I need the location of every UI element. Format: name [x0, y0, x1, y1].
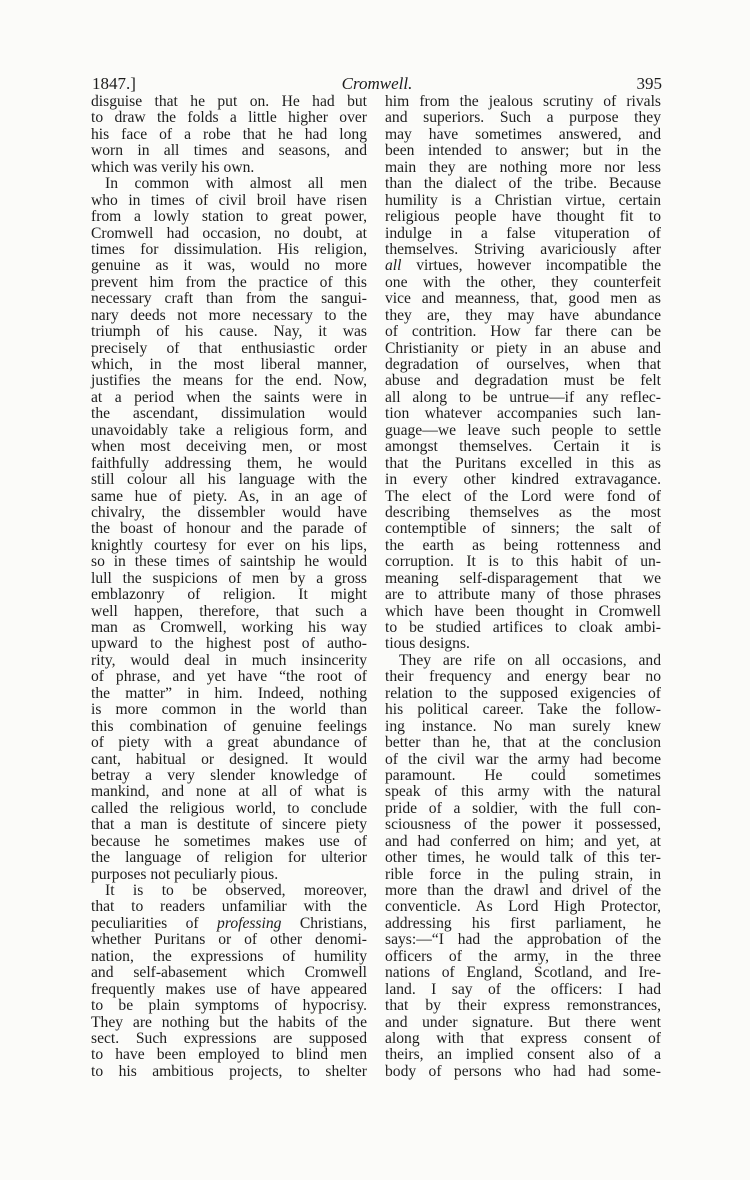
text-line: amongst themselves. Certain it is: [385, 438, 661, 456]
text-line: more than the drawl and drivel of the: [385, 882, 661, 899]
text-line: It is to be observed, moreover,: [105, 882, 367, 899]
text-column-left: [91, 94, 367, 1080]
text-line: to his ambitious projects, to shelter: [91, 1062, 367, 1080]
text-line: the language of religion for ulterior: [91, 849, 367, 867]
text-line: frequently makes use of have appeared: [91, 980, 367, 998]
text-line: when most deceiving men, or most: [91, 438, 367, 456]
text-line: their frequency and energy bear no: [385, 668, 661, 686]
text-line: says:—“I had the approbation of the: [385, 931, 661, 949]
header-title: Cromwell.: [341, 74, 413, 93]
text-line: upward to the highest post of autho-: [91, 635, 367, 653]
text-line: The elect of the Lord were fond of: [385, 487, 661, 505]
text-line: disguise that he put on. He had but: [91, 93, 367, 110]
text-line: conventicle. As Lord High Protector,: [385, 898, 661, 916]
text-line: main they are nothing more nor less: [385, 158, 661, 176]
text-line: necessary craft than from the sangui-: [91, 290, 367, 308]
text-line: that a man is destitute of sincere piety: [91, 816, 367, 834]
text-line: They are rife on all occasions, and: [399, 651, 661, 669]
text-line: because he sometimes makes use of: [91, 832, 367, 850]
italic-word: all: [385, 257, 402, 275]
text-line: the matter” in him. Indeed, nothing: [91, 684, 367, 702]
page-number: 395: [636, 74, 662, 93]
text-line: corruption. It is to this habit of un-: [385, 553, 661, 571]
text-line: mankind, and none at all of what is: [91, 783, 367, 801]
text-line: nations of England, Scotland, and Ire-: [385, 964, 661, 982]
text-line: themselves. Striving avariciously after: [385, 240, 661, 258]
text-line: purposes not peculiarly pious.: [91, 865, 279, 883]
text-line: peculiarities of professing Christians,: [91, 914, 367, 932]
text-line: than the dialect of the tribe. Because: [385, 175, 661, 193]
text-line: prevent him from the practice of this: [91, 273, 367, 291]
text-line: knightly courtesy for ever on his lips,: [91, 536, 367, 554]
text-line: guage—we leave such people to settle: [385, 421, 661, 439]
text-line: the ascendant, dissimulation would: [91, 405, 367, 423]
text-line: nation, the expressions of humility: [91, 947, 367, 965]
text-line: speak of this army with the natural: [385, 783, 661, 801]
text-line: to be studied artifices to cloak ambi-: [385, 619, 661, 636]
text-line: been intended to answer; but in the: [385, 142, 661, 160]
text-line: still colour all his language with the: [91, 471, 367, 489]
text-line: at a period when the saints were in: [91, 388, 367, 406]
text-line: and under signature. But there went: [385, 1013, 661, 1031]
text-line: of contrition. How far there can be: [385, 323, 661, 341]
text-line: rible force in the puling strain, in: [385, 865, 661, 883]
text-line: humility is a Christian virtue, certain: [385, 191, 661, 209]
text-line: sciousness of the power it possessed,: [385, 816, 661, 834]
text-line: faithfully addressing them, he would: [91, 454, 367, 472]
text-line: in every other kindred extravagance.: [385, 471, 661, 489]
text-line: ing instance. No man surely knew: [385, 717, 661, 735]
text-line: religious people have thought fit to: [385, 208, 661, 226]
text-column-right: [385, 94, 661, 1080]
text-line: paramount. He could sometimes: [385, 766, 661, 784]
text-line: and superiors. Such a purpose they: [385, 109, 661, 127]
text-line: which, in the most liberal manner,: [91, 356, 367, 373]
text-line: unavoidably take a religious form, and: [91, 421, 367, 439]
text-line: his face of a robe that he had long: [91, 125, 367, 143]
text-line: indulge in a false vituperation of: [385, 224, 661, 242]
text-line: times for dissimulation. His religion,: [91, 240, 367, 258]
text-line: body of persons who had had some-: [385, 1062, 661, 1080]
text-line: same hue of piety. As, in an age of: [91, 487, 367, 505]
text-line: emblazonry of religion. It might: [91, 586, 367, 604]
text-line: better than he, that at the conclusion: [385, 734, 661, 752]
text-line: and self-abasement which Cromwell: [91, 964, 367, 982]
text-line: vice and meanness, that, good men as: [385, 290, 661, 308]
text-line: well happen, therefore, that such a: [91, 602, 367, 620]
text-line: tious designs.: [385, 635, 470, 653]
text-line: to have been employed to blind men: [91, 1046, 367, 1064]
text-line: may have sometimes answered, and: [385, 125, 661, 143]
text-line: justifies the means for the end. Now,: [91, 372, 367, 390]
text-line: one with the other, they counterfeit: [385, 273, 661, 291]
text-line: that by their express remonstrances,: [385, 997, 661, 1015]
text-line: all along to be untrue—if any reflec-: [385, 388, 661, 406]
text-line: theirs, an implied consent also of a: [385, 1046, 661, 1064]
text-line: sect. Such expressions are supposed: [91, 1029, 367, 1047]
text-line: man as Cromwell, working his way: [91, 619, 367, 636]
text-line: is more common in the world than: [91, 701, 367, 719]
text-line: are to attribute many of those phrases: [385, 586, 661, 604]
text-line: In common with almost all men: [105, 175, 367, 193]
text-line: contemptible of sinners; the salt of: [385, 520, 661, 538]
text-line: tion whatever accompanies such lan-: [385, 405, 661, 423]
text-line: the earth as being rottenness and: [385, 536, 661, 554]
text-line: which was verily his own.: [91, 158, 255, 176]
text-line: him from the jealous scrutiny of rivals: [385, 93, 661, 110]
text-line: of piety with a great abundance of: [91, 734, 367, 752]
text-line: which have been thought in Cromwell: [385, 602, 661, 620]
text-line: betray a very slender knowledge of: [91, 766, 367, 784]
text-line: Christianity or piety in an abuse and: [385, 339, 661, 357]
text-line: this combination of genuine feelings: [91, 717, 367, 735]
text-line: that to readers unfamiliar with the: [91, 898, 367, 916]
text-line: from a lowly station to great power,: [91, 208, 367, 226]
text-line: meaning self-disparagement that we: [385, 569, 661, 587]
text-line: relation to the supposed exigencies of: [385, 684, 661, 702]
text-line: land. I say of the officers: I had: [385, 980, 661, 998]
text-line: to be plain symptoms of hypocrisy.: [91, 997, 367, 1015]
text-line: along with that express consent of: [385, 1029, 661, 1047]
text-line: worn in all times and seasons, and: [91, 142, 367, 160]
text-line: to draw the folds a little higher over: [91, 109, 367, 127]
text-line: chivalry, the dissembler would have: [91, 503, 367, 521]
text-line: genuine as it was, would no more: [91, 257, 367, 275]
text-line: precisely of that enthusiastic order: [91, 339, 367, 357]
text-line: all virtues, however incompatible the: [385, 257, 661, 275]
text-line: describing themselves as the most: [385, 503, 661, 521]
text-line: who in times of civil broil have risen: [91, 191, 367, 209]
text-line: they are, they may have abundance: [385, 306, 661, 324]
text-line: They are nothing but the habits of the: [91, 1013, 367, 1031]
text-line: degradation of ourselves, when that: [385, 356, 661, 373]
text-line: abuse and degradation must be felt: [385, 372, 661, 390]
text-line: pride of a soldier, with the full con-: [385, 799, 661, 817]
text-line: Cromwell had occasion, no doubt, at: [91, 224, 367, 242]
text-line: the boast of honour and the parade of: [91, 520, 367, 538]
italic-word: professing: [217, 914, 282, 932]
text-line: his political career. Take the follow-: [385, 701, 661, 719]
text-line: that the Puritans excelled in this as: [385, 454, 661, 472]
text-line: cant, habitual or designed. It would: [91, 750, 367, 768]
text-line: officers of the army, in the three: [385, 947, 661, 965]
text-line: of phrase, and yet have “the root of: [91, 668, 367, 686]
header-year: 1847.]: [92, 74, 136, 93]
text-line: addressing his first parliament, he: [385, 914, 661, 932]
text-line: whether Puritans or of other denomi-: [91, 931, 367, 949]
text-line: rity, would deal in much insincerity: [91, 651, 367, 669]
text-line: so in these times of saintship he would: [91, 553, 367, 571]
text-line: nary deeds not more necessary to the: [91, 306, 367, 324]
text-line: and had conferred on him; and yet, at: [385, 832, 661, 850]
text-line: called the religious world, to conclude: [91, 799, 367, 817]
text-line: of the civil war the army had become: [385, 750, 661, 768]
text-line: triumph of his cause. Nay, it was: [91, 323, 367, 341]
text-line: other times, he would talk of this ter-: [385, 849, 661, 867]
text-line: lull the suspicions of men by a gross: [91, 569, 367, 587]
